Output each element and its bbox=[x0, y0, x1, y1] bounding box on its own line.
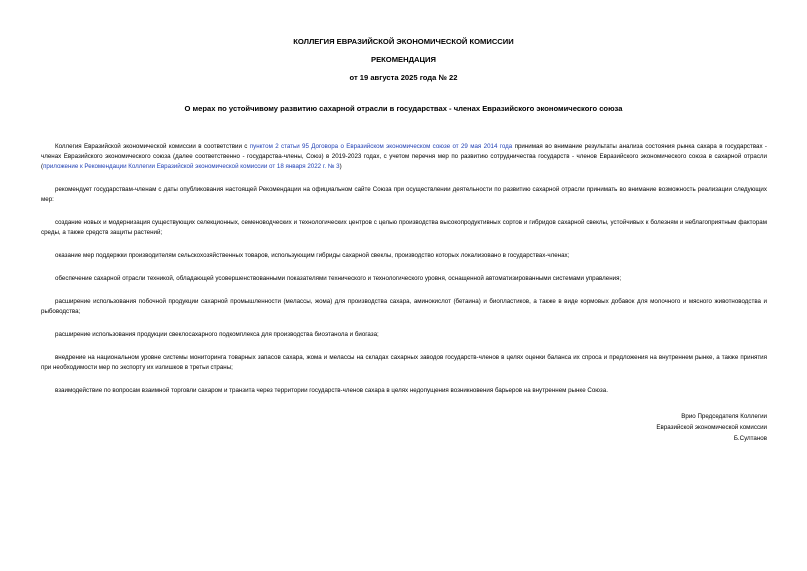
body-paragraph: обеспечение сахарной отрасли техникой, обладающей усовершенствованными показателями технического и технологического уровня, оснащенной автоматизированными системами управления; bbox=[55, 275, 622, 282]
intro-text-1: Коллегия Евразийской экономической комиссии в соответствии с bbox=[55, 143, 250, 150]
recommendation-annex-link[interactable]: приложение к Рекомендации Коллегии Евразийской экономической комиссии от 18 января 2022 г. № 3 bbox=[43, 163, 340, 171]
signatory-organization: Евразийской экономической комиссии bbox=[656, 424, 767, 431]
body-paragraph: внедрение на национальном уровне системы мониторинга товарных запасов сахара, жома и мелассы на складах сахарных заводов государств-членов в целях оценки баланса их спроса и предложения на внутреннем рынке, а также принятия при необходимости мер по экспорту их излишков в третьи страны; bbox=[41, 353, 767, 371]
signature-block bbox=[656, 411, 767, 444]
document-date-number: от 19 августа 2025 года № 22 bbox=[349, 73, 458, 82]
document-type: РЕКОМЕНДАЦИЯ bbox=[371, 55, 436, 64]
body-paragraph: расширение использования побочной продукции сахарной промышленности (мелассы, жома) для производства сахара, аминокислот (бетаина) и биопластиков, а также в виде кормовых добавок для молочного и мясного животноводства и рыбоводства; bbox=[41, 297, 767, 315]
document-title: О мерах по устойчивому развитию сахарной отрасли в государствах - членах Евразийского экономического союза bbox=[184, 104, 623, 113]
signatory-name: Б.Султанов bbox=[733, 435, 767, 442]
intro-text-3: ) bbox=[339, 163, 342, 171]
treaty-article-link[interactable]: пунктом 2 статьи 95 Договора о Евразийском экономическом союзе от 29 мая 2014 года bbox=[249, 143, 513, 150]
body-paragraph: взаимодействие по вопросам взаимной торговли сахаром и транзита через территории государств-членов сахара в целях недопущения возникновения барьеров на внутреннем рынке Союза. bbox=[55, 386, 608, 394]
intro-paragraph bbox=[41, 142, 767, 173]
body-paragraph: рекомендует государствам-членам с даты опубликования настоящей Рекомендации на официальном сайте Союза при осуществлении деятельности по развитию сахарной отрасли принимать во внимание возможность реализации следующих мер: bbox=[41, 186, 767, 204]
document-body bbox=[41, 142, 767, 408]
body-paragraph: создание новых и модернизация существующих селекционных, семеноводческих и технологических центров с целью производства высокопродуктивных сортов и гибридов сахарной свеклы, устойчивых к болезням и неблагоприятным факторам среды, а также средств защиты растений; bbox=[41, 219, 767, 237]
body-paragraph: расширение использования продукции свеклосахарного подкомплекса для производства биоэтанола и биогаза; bbox=[55, 330, 379, 338]
body-paragraph: оказание мер поддержки производителям сельскохозяйственных товаров, использующим гибриды сахарной свеклы, производство которых локализовано в государствах-членах; bbox=[55, 252, 570, 260]
intro-text-2: принимая во внимание результаты анализа состояния рынка сахара в государствах - членах Евразийского экономического союза (далее соответственно - государства-члены, Союз) в 2019-2023 годах, с учетом перечня мер по развитию сотрудничества государств - членов Евразийского экономического союза в сахарной отрасли ( bbox=[41, 143, 767, 171]
issuing-body: КОЛЛЕГИЯ ЕВРАЗИЙСКОЙ ЭКОНОМИЧЕСКОЙ КОМИССИИ bbox=[293, 37, 514, 46]
signatory-title: Врио Председателя Коллегии bbox=[681, 413, 767, 420]
